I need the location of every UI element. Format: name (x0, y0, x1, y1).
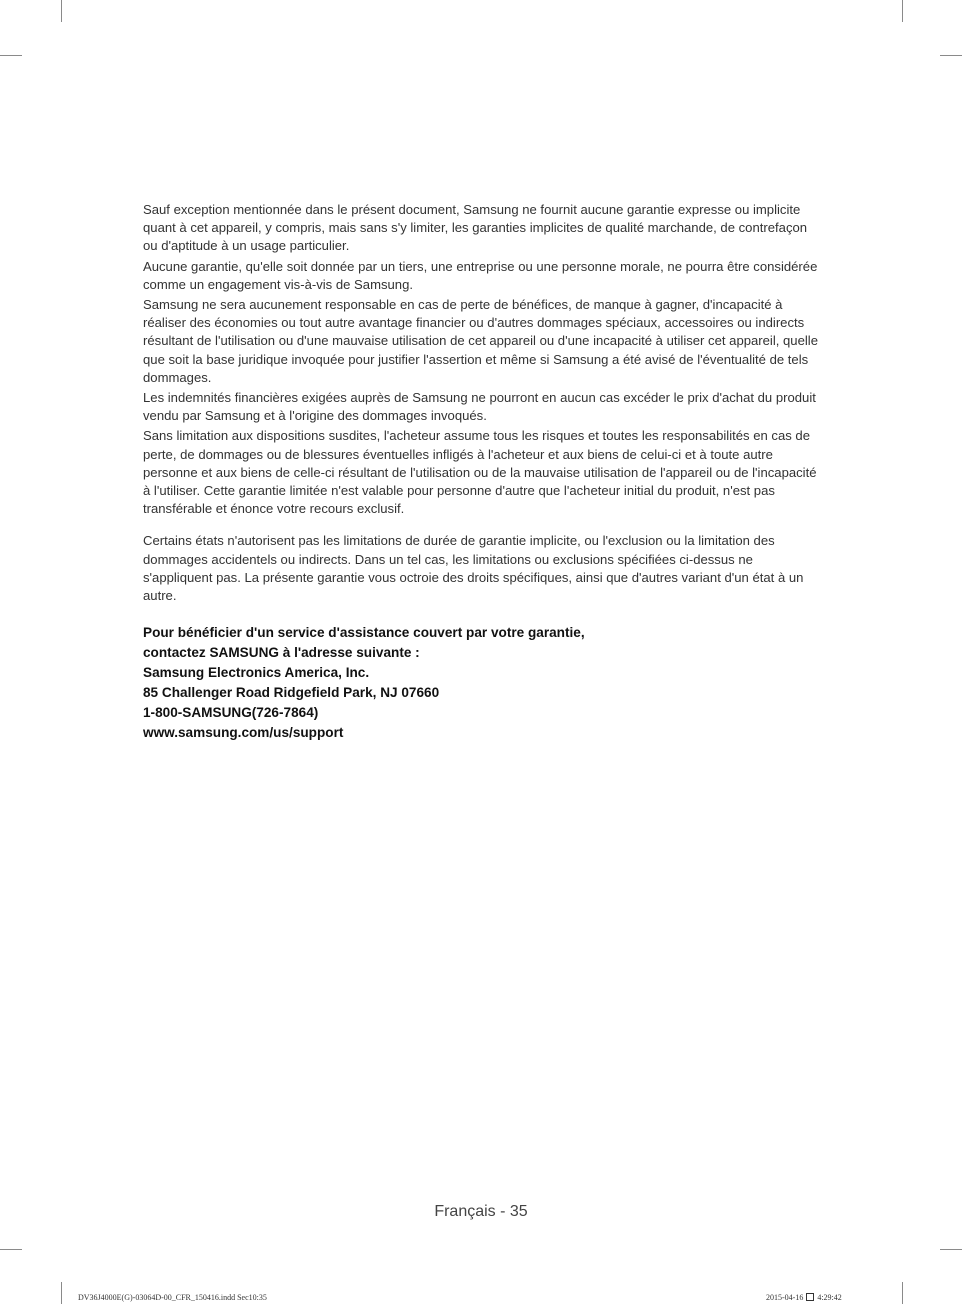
crop-mark-right-bottom (940, 1249, 962, 1250)
company-name: Samsung Electronics America, Inc. (143, 665, 370, 681)
crop-mark-bottom-right (902, 1282, 903, 1304)
crop-mark-left-bottom (0, 1249, 22, 1250)
print-slug-timestamp (766, 1293, 842, 1302)
paragraph-indemnities: Les indemnités financières exigées auprès de Samsung ne pourront en aucun cas excéder le prix d'achat du produit vendu par Samsung et à l'origine des dommages invoqués. (143, 390, 816, 424)
company-address: 85 Challenger Road Ridgefield Park, NJ 07660 (143, 685, 440, 701)
paragraph-third-party: Aucune garantie, qu'elle soit donnée par un tiers, une entreprise ou une personne morale, ne pourra être considérée comme un engagement vis-à-vis de Samsung. (143, 258, 818, 292)
paragraph-buyer-risks: Sans limitation aux dispositions susdites, l'acheteur assume tous les risques et toutes les responsabilités en cas de perte, de dommages ou de blessures éventuelles infligés à l'acheteur et aux biens de celui-ci et à toute autre personne et aux biens de celle-ci résultant de l'utilisation ou de la mauvaise utilisation de l'appareil ou de l'incapacité à l'utiliser. Cette garantie limitée n'est valable pour personne d'autre que l'acheteur initial du produit, n'est pas transférable et énonce votre recours exclusif. (143, 428, 817, 517)
print-slug-date: 2015-04-16 (766, 1293, 804, 1302)
crop-mark-top-left (61, 0, 62, 22)
contact-heading-line1: Pour bénéficier d'un service d'assistance couvert par votre garantie, (143, 625, 585, 641)
crop-mark-top-right (902, 0, 903, 22)
box-glyph-icon (806, 1293, 814, 1301)
paragraph-state-limitations: Certains états n'autorisent pas les limitations de durée de garantie implicite, ou l'exclusion ou la limitation des dommages accidentels ou indirects. Dans un tel cas, les limitations ou exclusions spécifiées ci-dessus ne s'appliquent pas. La présente garantie vous octroie des droits spécifiques, ainsi que d'autres variant d'un état à un autre. (143, 533, 804, 604)
page-number: Français - 35 (434, 1203, 528, 1220)
warranty-text-block (143, 201, 825, 743)
print-slug-time: 4:29:42 (817, 1293, 842, 1302)
contact-heading-line2: contactez SAMSUNG à l'adresse suivante : (143, 645, 420, 661)
print-slug-file: DV36J4000E(G)-03064D-00_CFR_150416.indd Sec10:35 (78, 1293, 267, 1302)
crop-mark-left-top (0, 55, 22, 56)
support-website: www.samsung.com/us/support (143, 725, 344, 741)
crop-mark-bottom-left (61, 1282, 62, 1304)
paragraph-no-express-warranty: Sauf exception mentionnée dans le présent document, Samsung ne fournit aucune garantie expresse ou implicite quant à cet appareil, y compris, mais sans s'y limiter, les garanties implicites de qualité marchande, de contrefaçon ou d'aptitude à un usage particulier. (143, 202, 808, 254)
paragraph-liability: Samsung ne sera aucunement responsable en cas de perte de bénéfices, de manque à gagner, d'incapacité à réaliser des économies ou tout autre avantage financier ou d'autres dommages spéciaux, accessoires ou indirects résultant de l'utilisation ou d'une mauvaise utilisation de cet appareil ou d'une incapacité à utiliser cet appareil, quelle que soit la base juridique invoquée pour justifier l'assertion et même si Samsung a été avisé de l'éventualité de tels dommages. (143, 297, 818, 385)
phone-number: 1-800-SAMSUNG(726-7864) (143, 705, 319, 721)
crop-mark-right-top (940, 55, 962, 56)
contact-block (143, 623, 825, 743)
